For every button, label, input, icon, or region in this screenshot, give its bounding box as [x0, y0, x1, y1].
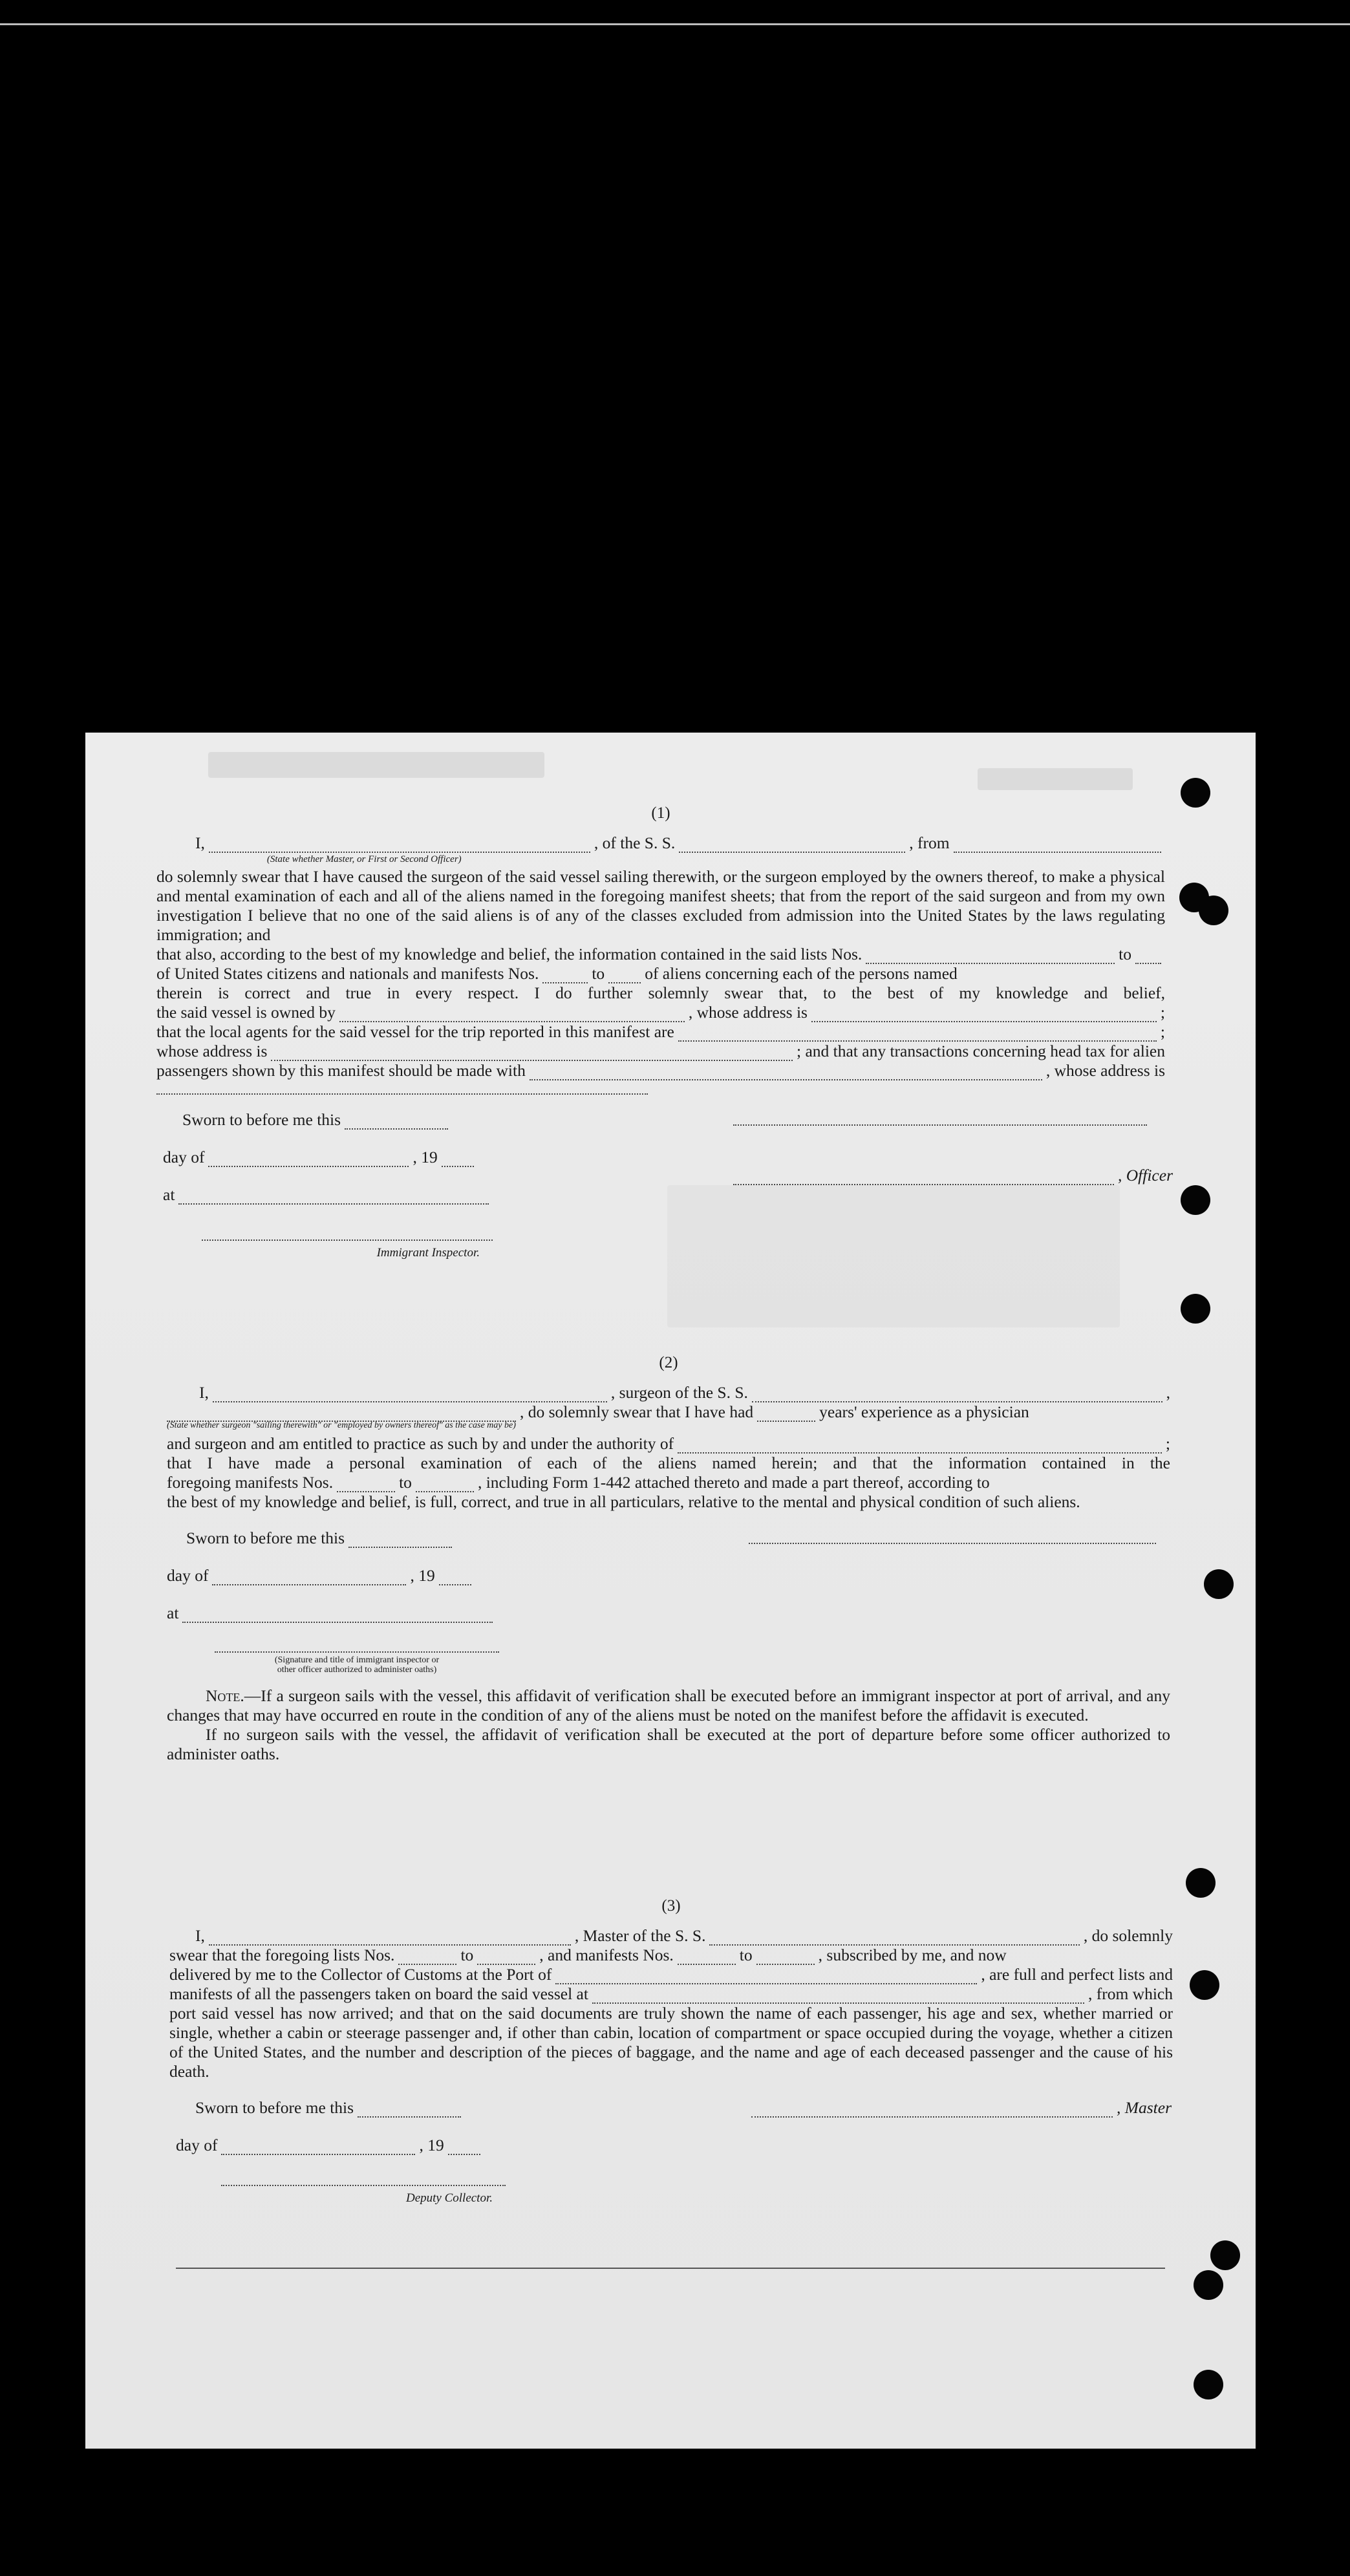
- year-label: , 19: [419, 2136, 444, 2154]
- manifest-number-field: [608, 969, 641, 983]
- inspector-caption: Immigrant Inspector.: [376, 1246, 480, 1260]
- oath-text: swear that the foregoing lists Nos.: [169, 1946, 395, 1964]
- scanner-top-edge: [0, 23, 1350, 25]
- list-number-field: [866, 950, 1115, 964]
- oath-text: , Master of the S. S.: [574, 1926, 706, 1945]
- head-tax-address-field: [156, 1080, 648, 1095]
- oath-text: to: [460, 1946, 474, 1964]
- list-number-field: [398, 1951, 456, 1965]
- inspector-signature-line: [202, 1227, 493, 1241]
- master-label: , Master: [1117, 2098, 1172, 2117]
- boarding-port-field: [592, 1990, 1084, 2004]
- authority-field: [678, 1439, 1162, 1454]
- officer-label: , Officer: [1118, 1166, 1173, 1185]
- ship-name-field: [752, 1388, 1162, 1402]
- section-number: (3): [661, 1897, 681, 1915]
- manifest-number-field: [678, 1951, 736, 1965]
- oath-text: that I have made a personal examination of each of the aliens named herein; and that the information contained in the: [167, 1454, 1170, 1472]
- sworn-date-field: [345, 1115, 448, 1130]
- oath-text: , from: [909, 833, 950, 852]
- oath-text: , subscribed by me, and now: [818, 1946, 1007, 1964]
- oath-text: of aliens concerning each of the persons named: [645, 964, 958, 983]
- day-label: day of: [167, 1566, 209, 1585]
- year-field: [442, 1153, 474, 1167]
- rank-caption: (State whether Master, or First or Second Officer): [266, 854, 462, 864]
- punch-hole: [1181, 778, 1210, 808]
- ship-name-field: [709, 1931, 1079, 1946]
- oath-text: I,: [195, 833, 205, 852]
- section-number: (2): [659, 1354, 678, 1371]
- punch-hole: [1181, 1294, 1210, 1324]
- oath-text: to: [592, 964, 605, 983]
- manifest-back-page: [85, 733, 1256, 2449]
- oath-paragraph: port said vessel has now arrived; and that on the said documents are truly shown the name of each passenger, his age and sex, whether married or single, whether a cabin or steerage passenger and, if other than cabin, location of compartment or space occupied during the voyage, whether a citizen of the United States, and the number and description of the pieces of baggage, and the name and age of each deceased passenger and the cause of his death.: [169, 2004, 1173, 2081]
- ship-name-field: [679, 839, 905, 853]
- punch-hole: [1204, 1569, 1234, 1599]
- note-paragraph: [167, 1686, 1170, 1725]
- month-field: [208, 1153, 409, 1167]
- officer-signature-line: [215, 1638, 499, 1653]
- oath-paragraph: the best of my knowledge and belief, is full, correct, and true in all particulars, relative to the mental and physical condition of such aliens.: [167, 1492, 1080, 1511]
- oath-text: whose address is: [156, 1042, 268, 1060]
- surgeon-name-field: [213, 1388, 607, 1402]
- signature-caption: other officer authorized to administer oaths): [277, 1665, 437, 1675]
- punch-hole: [1194, 2370, 1223, 2399]
- master-signature-line: [751, 2103, 1113, 2118]
- sworn-label: Sworn to before me this: [186, 1529, 345, 1547]
- oath-text: , do solemnly: [1083, 1926, 1173, 1945]
- section-3-master-declaration: [169, 1896, 1173, 2224]
- collector-caption: Deputy Collector.: [405, 2191, 493, 2205]
- master-signature-line: [733, 1106, 1147, 1126]
- punch-hole: [1186, 1868, 1216, 1898]
- owner-field: [339, 1008, 685, 1022]
- place-field: [182, 1609, 493, 1623]
- rank-field: [209, 839, 590, 853]
- manifest-number-field: [542, 969, 588, 983]
- punch-hole: [1194, 2270, 1223, 2300]
- oath-text: delivered by me to the Collector of Customs at the Port of: [169, 1965, 552, 1984]
- head-tax-agent-field: [530, 1066, 1042, 1080]
- surgeon-status-caption: (State whether surgeon "sailing therewith" or "employed by owners thereof" as the case may be): [167, 1421, 516, 1430]
- oath-text: , surgeon of the S. S.: [610, 1383, 748, 1402]
- bleed-through-mark: [208, 752, 544, 778]
- section-1-master-oath: (1) I, (State whether Master, or First or Second Officer) , of the S. S. , from do solemnly swear that I have caused the surgeon of the said vessel sailing therewith, or the surgeon employed by the owners thereof, to make a physical and mental examination of each and all of the aliens named in the foregoing manifest sheets; that from the report of the said surgeon and from my own investigation I believe that no one of the said aliens is of any of the classes excluded from admission into the United States by the laws regulating immigration; and that also, according to the best of my knowledge and belief, the information contained in the said lists Nos. to of United States citizens and nationals and manifests Nos. to of aliens concerning each of the persons named therein is correct and true in every respect. I do further solemnly swear that, to the best of my knowledge and belief, the said vessel is owned by , whose address is ; that the local agents for the said vessel for the trip reported in this manifest are ; whose address is ; and that any transactions concerning head tax for alien passengers shown by this manifest should be made with , whose address is Sworn to before me this day of , 19 at Immigrant Inspector. , Officer: [156, 804, 1165, 1300]
- list-number-field: [1135, 950, 1161, 964]
- oath-text: and surgeon and am entitled to practice as such by and under the authority of: [167, 1434, 674, 1453]
- sworn-date-field: [348, 1534, 452, 1548]
- manifest-number-field: [416, 1478, 474, 1492]
- customs-port-field: [555, 1970, 977, 1984]
- sworn-label: Sworn to before me this: [182, 1110, 341, 1129]
- oath-text: the said vessel is owned by: [156, 1003, 336, 1022]
- oath-text: manifests of all the passengers taken on board the said vessel at: [169, 1984, 588, 2003]
- oath-text: , from which: [1088, 1984, 1173, 2003]
- oath-text: , including Form 1-442 attached thereto and made a part thereof, according to: [477, 1473, 990, 1492]
- agents-field: [678, 1027, 1157, 1042]
- oath-text: that the local agents for the said vessel for the trip reported in this manifest are: [156, 1022, 674, 1041]
- section-number: (1): [651, 804, 670, 822]
- oath-text: , whose address is: [688, 1003, 808, 1022]
- bottom-rule: [176, 2268, 1165, 2269]
- manifest-number-field: [756, 1951, 815, 1965]
- oath-text: foregoing manifests Nos.: [167, 1473, 334, 1492]
- place-field: [178, 1190, 489, 1205]
- year-label: , 19: [412, 1148, 438, 1166]
- punch-hole: [1210, 2240, 1240, 2270]
- officer-signature-line: [733, 1171, 1114, 1185]
- manifest-number-field: [337, 1478, 395, 1492]
- oath-text: to: [1119, 945, 1131, 963]
- oath-text: I,: [199, 1383, 209, 1402]
- year-label: , 19: [410, 1566, 435, 1585]
- list-number-field: [477, 1951, 535, 1965]
- oath-paragraph: do solemnly swear that I have caused the surgeon of the said vessel sailing therewith, or the surgeon employed by the owners thereof, to make a physical and mental examination of each and all of the aliens named in the foregoing manifest sheets; that from the report of the said surgeon and from my own investigation I believe that no one of the said aliens is of any of the classes excluded from admission into the United States by the laws regulating immigration; and: [156, 867, 1165, 944]
- section-2-surgeon-oath: (2) I, , surgeon of the S. S. , , do solemnly swear that I have had years' experience as a physician (State whether surgeon "sailing therewith" or "employed by owners thereof" as the case may be) and surgeon and am entitled to practice as such by and under the authority of ; that I have made a personal examination of each of the aliens named herein; and that the information contained in the foregoing manifests Nos. to , including Form 1-442 attached thereto and made a part thereof, according to the best of my knowledge and belief, is full, correct, and true in all particulars, relative to the mental and physical condition of such aliens. Sworn to before me this day of , 19 at (Signature and title of immigrant inspector or other officer authorized to administer oaths) Note.—If a surgeon sails with the vessel, this affidavit of verification shall be executed before an immigrant inspector at port of arrival, and any changes that may have occurred en route in the condition of any of the aliens must be noted on the manifest before the affidavit is executed. If no surgeon sails with the vessel, the affidavit of verification shall be executed at the port of departure before some officer authorized to administer oaths.: [167, 1354, 1170, 1763]
- bleed-through-mark: [978, 768, 1133, 790]
- years-experience-field: [757, 1408, 815, 1422]
- oath-text: ; and that any transactions concerning head tax for alien: [797, 1042, 1165, 1060]
- oath-text: years' experience as a physician: [819, 1402, 1029, 1421]
- oath-text: , do solemnly swear that I have had: [520, 1402, 754, 1421]
- year-field: [439, 1571, 471, 1585]
- signature-caption: (Signature and title of immigrant inspector or: [274, 1655, 440, 1665]
- sworn-date-field: [358, 2103, 461, 2118]
- oath-text: passengers shown by this manifest should be made with: [156, 1061, 526, 1080]
- day-label: day of: [163, 1148, 205, 1166]
- owner-address-field: [811, 1008, 1157, 1022]
- punch-hole: [1190, 1970, 1219, 2000]
- at-label: at: [163, 1185, 175, 1204]
- surgeon-signature-line: [749, 1525, 1156, 1544]
- surgeon-status-field: [167, 1408, 516, 1422]
- oath-text: to: [399, 1473, 412, 1492]
- punch-hole: [1199, 896, 1228, 925]
- oath-text: , and manifests Nos.: [539, 1946, 674, 1964]
- at-label: at: [167, 1604, 179, 1622]
- day-label: day of: [176, 2136, 218, 2154]
- oath-text: , whose address is: [1045, 1061, 1165, 1080]
- month-field: [212, 1571, 406, 1585]
- departure-port-field: [954, 839, 1161, 853]
- oath-text: , are full and perfect lists and: [981, 1965, 1173, 1984]
- oath-text: of United States citizens and nationals and manifests Nos.: [156, 964, 539, 983]
- month-field: [221, 2141, 415, 2155]
- oath-text: that also, according to the best of my knowledge and belief, the information contained in the said lists Nos.: [156, 945, 862, 963]
- note-text: —If a surgeon sails with the vessel, this affidavit of verification shall be executed before an immigrant inspector at port of arrival, and any changes that may have occurred en route in the condition of any of the aliens must be noted on the manifest before the affidavit is executed.: [167, 1686, 1170, 1724]
- note-paragraph: If no surgeon sails with the vessel, the affidavit of verification shall be executed at the port of departure before some officer authorized to administer oaths.: [167, 1725, 1170, 1763]
- punch-hole: [1181, 1185, 1210, 1215]
- master-name-field: [209, 1931, 571, 1946]
- note-label: Note.: [206, 1686, 244, 1705]
- year-field: [448, 2141, 480, 2155]
- oath-text: I,: [195, 1926, 205, 1945]
- agents-address-field: [271, 1047, 793, 1061]
- collector-signature-line: [221, 2172, 506, 2186]
- oath-text: therein is correct and true in every respect. I do further solemnly swear that, to the best of my knowledge and belief,: [156, 983, 1165, 1002]
- sworn-label: Sworn to before me this: [195, 2098, 354, 2117]
- oath-text: to: [739, 1946, 753, 1964]
- oath-text: , of the S. S.: [594, 833, 676, 852]
